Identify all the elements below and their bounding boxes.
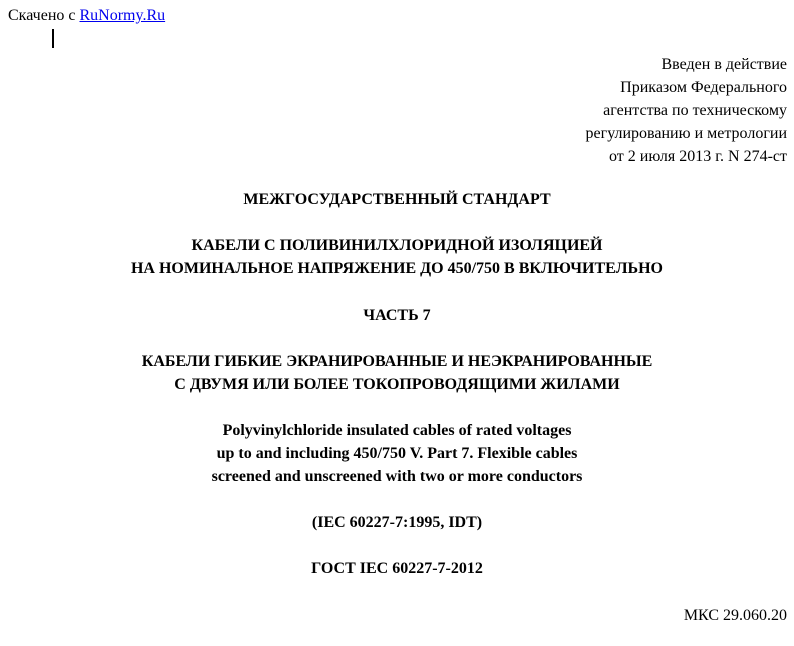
standard-type-heading — [0, 188, 794, 211]
text-cursor — [52, 29, 54, 48]
enactment-line: от 2 июля 2013 г. N 274-ст — [609, 148, 787, 165]
iec-reference: (IEC 60227-7:1995, IDT) — [311, 514, 483, 531]
runormy-link[interactable]: RuNormy.Ru — [79, 7, 166, 24]
download-source-line — [8, 6, 165, 26]
standard-title — [0, 234, 794, 280]
enactment-line: регулированию и метрологии — [585, 125, 787, 142]
standard-type: МЕЖГОСУДАРСТВЕННЫЙ СТАНДАРТ — [243, 191, 551, 208]
gost-code: ГОСТ IEC 60227-7-2012 — [311, 560, 483, 577]
enactment-note — [586, 53, 787, 168]
part-heading — [0, 304, 794, 327]
mks-code: МКС 29.060.20 — [683, 607, 787, 624]
enactment-line: Приказом Федерального — [620, 79, 787, 96]
standard-title-line: КАБЕЛИ С ПОЛИВИНИЛХЛОРИДНОЙ ИЗОЛЯЦИЕЙ — [191, 237, 603, 254]
standard-subtitle-line: КАБЕЛИ ГИБКИЕ ЭКРАНИРОВАННЫЕ И НЕЭКРАНИРОВАННЫЕ — [141, 353, 653, 370]
enactment-line: агентства по техническому — [603, 102, 787, 119]
english-title-line: Polyvinylchloride insulated cables of rated voltages — [222, 422, 572, 439]
gost-code-heading — [0, 557, 794, 580]
english-title-line: screened and unscreened with two or more conductors — [211, 468, 583, 485]
english-title-line: up to and including 450/750 V. Part 7. Flexible cables — [216, 445, 578, 462]
standard-title-line: НА НОМИНАЛЬНОЕ НАПРЯЖЕНИЕ ДО 450/750 В ВКЛЮЧИТЕЛЬНО — [130, 260, 663, 277]
part-number: ЧАСТЬ 7 — [363, 307, 431, 324]
english-title — [0, 419, 794, 488]
standard-subtitle — [0, 350, 794, 396]
iec-reference-heading — [0, 511, 794, 534]
standard-subtitle-line: С ДВУМЯ ИЛИ БОЛЕЕ ТОКОПРОВОДЯЩИМИ ЖИЛАМИ — [174, 376, 620, 393]
enactment-line: Введен в действие — [661, 56, 787, 73]
download-source-prefix: Скачено с — [8, 7, 80, 24]
